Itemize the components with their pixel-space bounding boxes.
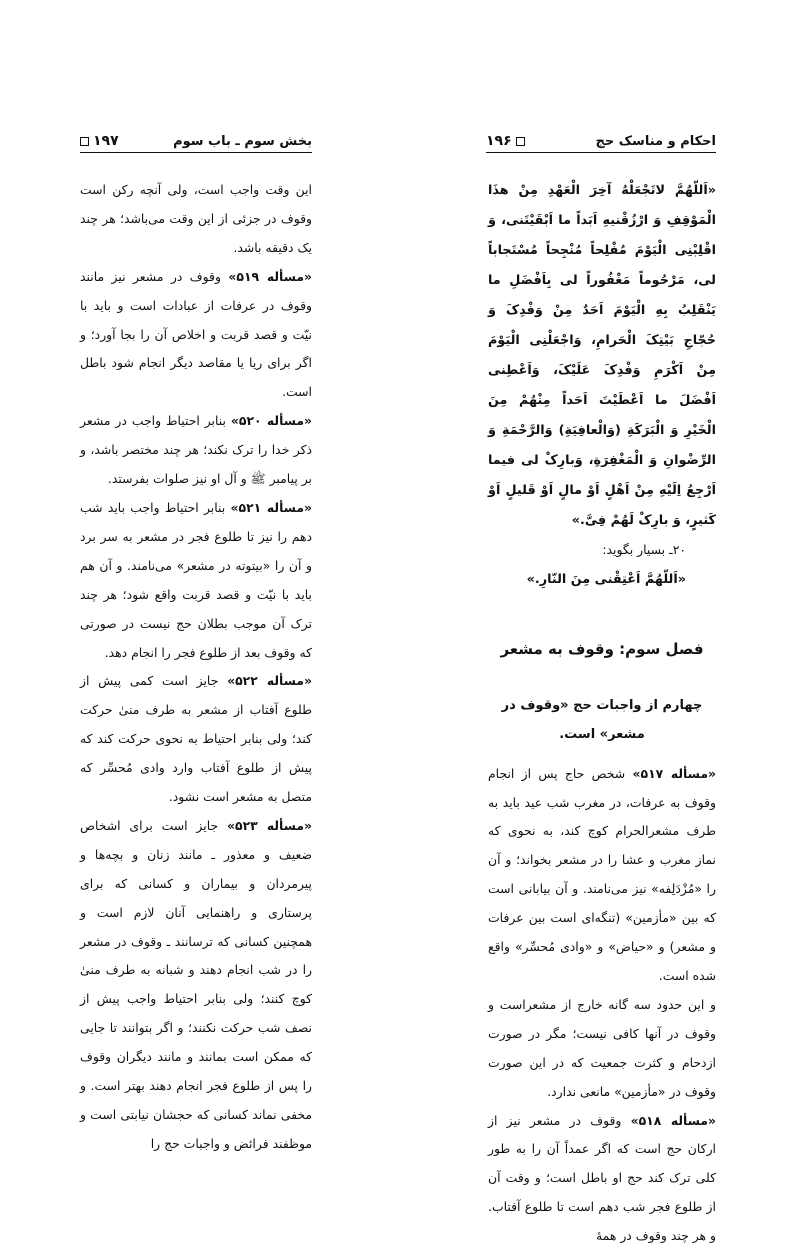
issue-label: «مسأله ۵۲۱» xyxy=(231,500,313,515)
body-text xyxy=(80,176,312,1159)
page-number xyxy=(80,133,119,149)
paragraph xyxy=(80,176,312,263)
left-page xyxy=(0,0,400,1100)
paragraph xyxy=(80,667,312,812)
paragraph-text: جایز است کمی پیش از طلوع آفتاب از مشعر به طرف منیٰ حرکت کند؛ ولی بنابر احتیاط به نحوی حرکت کند که پیش از طلوع آفتاب وارد وادی مُحسِّر که متصل به مشعر است نشود. xyxy=(80,673,312,804)
paragraph-text: و این حدود سه گانه خارج از مشعراست و وقوف در آنها کافی نیست؛ مگر در صورت ازدحام و کثرت جمعیت که در این صورت وقوف در «مأزمین» مانعی ندارد. xyxy=(488,997,716,1099)
paragraph-text: جایز است برای اشخاص ضعیف و معذور ـ مانند زنان و بچه‌ها و پیرمردان و بیماران و کسانی که برای پرستاری و راهنمایی آنان لازم است و همچنین کسانی که ترسانند ـ وقوف در مشعر را در شب انجام دهند و شبانه به طرف منیٰ کوچ کنند؛ ولی بنابر احتیاط واجب پیش از نصف شب حرکت نکنند؛ و اگر بتوانند تا جایی که ممکن است بمانند و مانند دیگران وقوف را پس از طلوع فجر انجام دهند بهتر است. و مخفی نماند کسانی که حجشان نیابتی است و موظفند فرائض و واجبات حج را xyxy=(80,818,312,1151)
issue-label: «مسأله ۵۲۲» xyxy=(227,673,312,688)
prayer-text: «اَللّهُمَّ لاتَجْعَلْهُ آخِرَ الْعَهْدِ مِنْ هذَا الْمَوْقِفِ وَ ارْزُقْنیهِ اَبَداً ما اَبْقَیْتَنی، وَ اقْلِبْنِی الْیَوْمَ مُفْلِحاً مُنْجِحاً مُسْتَجاباً لی، مَرْحُوماً مَغْفُوراً لی بِاَفْضَلِ ما یَنْقَلِبُ بِهِ الْیَوْمَ اَحَدٌ مِنْ وَفْدِکَ وَ حُجّاجِ بَیْتِکَ الْحَرامِ، وَاجْعَلْنِی الْیَوْمَ مِنْ اَکْرَمِ وَفْدِکَ عَلَیْکَ، وَاَعْطِنی اَفْضَلَ ما اَعْطَیْتَ اَحَداً مِنْهُمْ مِنَ الْخَیْرِ وَ الْبَرَکَةِ (وَالْعافِیَةِ) وَالرَّحْمَةِ وَ الرِّضْوانِ وَ الْمَغْفِرَةِ، وَبارِکْ لی فیما اَرْجِعُ اِلَیْهِ مِنْ اَهْلٍ اَوْ مالٍ اَوْ قَلیلٍ اَوْ کَثیرٍ، وَ بارِکْ لَهُمْ فِیَّ.» xyxy=(488,176,716,536)
paragraph-text: بنابر احتیاط واجب در مشعر ذکر خدا را ترک نکند؛ هر چند مختصر باشد، و بر پیامبر ﷺ و آل او نیز صلوات بفرستد. xyxy=(80,413,312,486)
issue-label: «مسأله ۵۱۷» xyxy=(633,766,717,781)
paragraph xyxy=(488,1107,716,1251)
paragraph xyxy=(80,407,312,494)
page-header xyxy=(486,128,716,154)
paragraph-text: این وقت واجب است، ولی آنچه رکن است وقوف در جزئی از این وقت می‌باشد؛ هر چند یک دقیقه باشد. xyxy=(80,182,312,255)
page-number xyxy=(486,133,525,149)
paragraph-text: بنابر احتیاط واجب باید شب دهم را نیز تا طلوع فجر در مشعر به سر برد و آن را «بیتوته در مشعر» می‌نامند. و آن هم باید با نیّت و قصد قربت واقع شود؛ هر چند ترک آن موجب بطلان حج نیست در صورتی که وقوف بعد از طلوع فجر را انجام دهد. xyxy=(80,500,312,660)
issue-label: «مسأله ۵۱۹» xyxy=(228,269,312,284)
header-rule xyxy=(486,152,716,153)
paragraph xyxy=(80,494,312,667)
issue-label: «مسأله ۵۲۳» xyxy=(227,818,312,833)
paragraph-text: وقوف در مشعر نیز مانند وقوف در عرفات از عبادات است و باید با نیّت و قصد قربت و اخلاص آن را بجا آورد؛ و اگر برای ریا یا مقاصد دیگر انجام شود باطل است. xyxy=(80,269,312,400)
header-rule xyxy=(80,152,312,153)
issue-label: «مسأله ۵۱۸» xyxy=(631,1113,716,1128)
numbered-item-label: ۲۰ـ بسیار بگوید: xyxy=(488,536,716,565)
body-text xyxy=(488,176,716,1251)
chapter-title: فصل سوم: وقوف به مشعر xyxy=(488,635,716,664)
paragraph-text: وقوف در مشعر نیز از ارکان حج است که اگر عمداً آن را به طور کلی ترک کند حج او باطل است؛ و وقت آن از طلوع فجر شب دهم است تا طلوع آفتاب. و هر چند وقوف در همهٔ xyxy=(488,1113,716,1244)
page-header xyxy=(80,128,312,154)
paragraph xyxy=(80,263,312,408)
paragraph xyxy=(488,760,716,991)
page-number-value: ۱۹۷ xyxy=(93,133,119,149)
paragraph xyxy=(488,991,716,1107)
page-number-value: ۱۹۶ xyxy=(486,133,512,149)
running-title: احکام و مناسک حج xyxy=(595,134,716,149)
running-title: بخش سوم ـ باب سوم xyxy=(173,134,312,149)
short-prayer: «اَللّهُمَّ اَعْتِقْنی مِنَ النّارِ.» xyxy=(488,565,716,595)
issue-label: «مسأله ۵۲۰» xyxy=(231,413,312,428)
paragraph xyxy=(80,812,312,1159)
section-subheading: چهارم از واجبات حج «وقوف در مشعر» است. xyxy=(488,692,716,750)
square-ornament-icon xyxy=(80,137,89,146)
right-page xyxy=(400,0,800,1100)
paragraph-text: شخص حاج پس از انجام وقوف به عرفات، در مغرب شب عید باید به طرف مشعرالحرام کوچ کند، به نحوی که نماز مغرب و عشا را در مشعر بخواند؛ و آن را «مُزْدَلِفه» نیز می‌نامند. و آن بیابانی است که بین «مأزمین» (تنگه‌ای است بین عرفات و مشعر) و «حیاض» و «وادی مُحسِّر» واقع شده است. xyxy=(488,766,716,983)
square-ornament-icon xyxy=(516,137,525,146)
